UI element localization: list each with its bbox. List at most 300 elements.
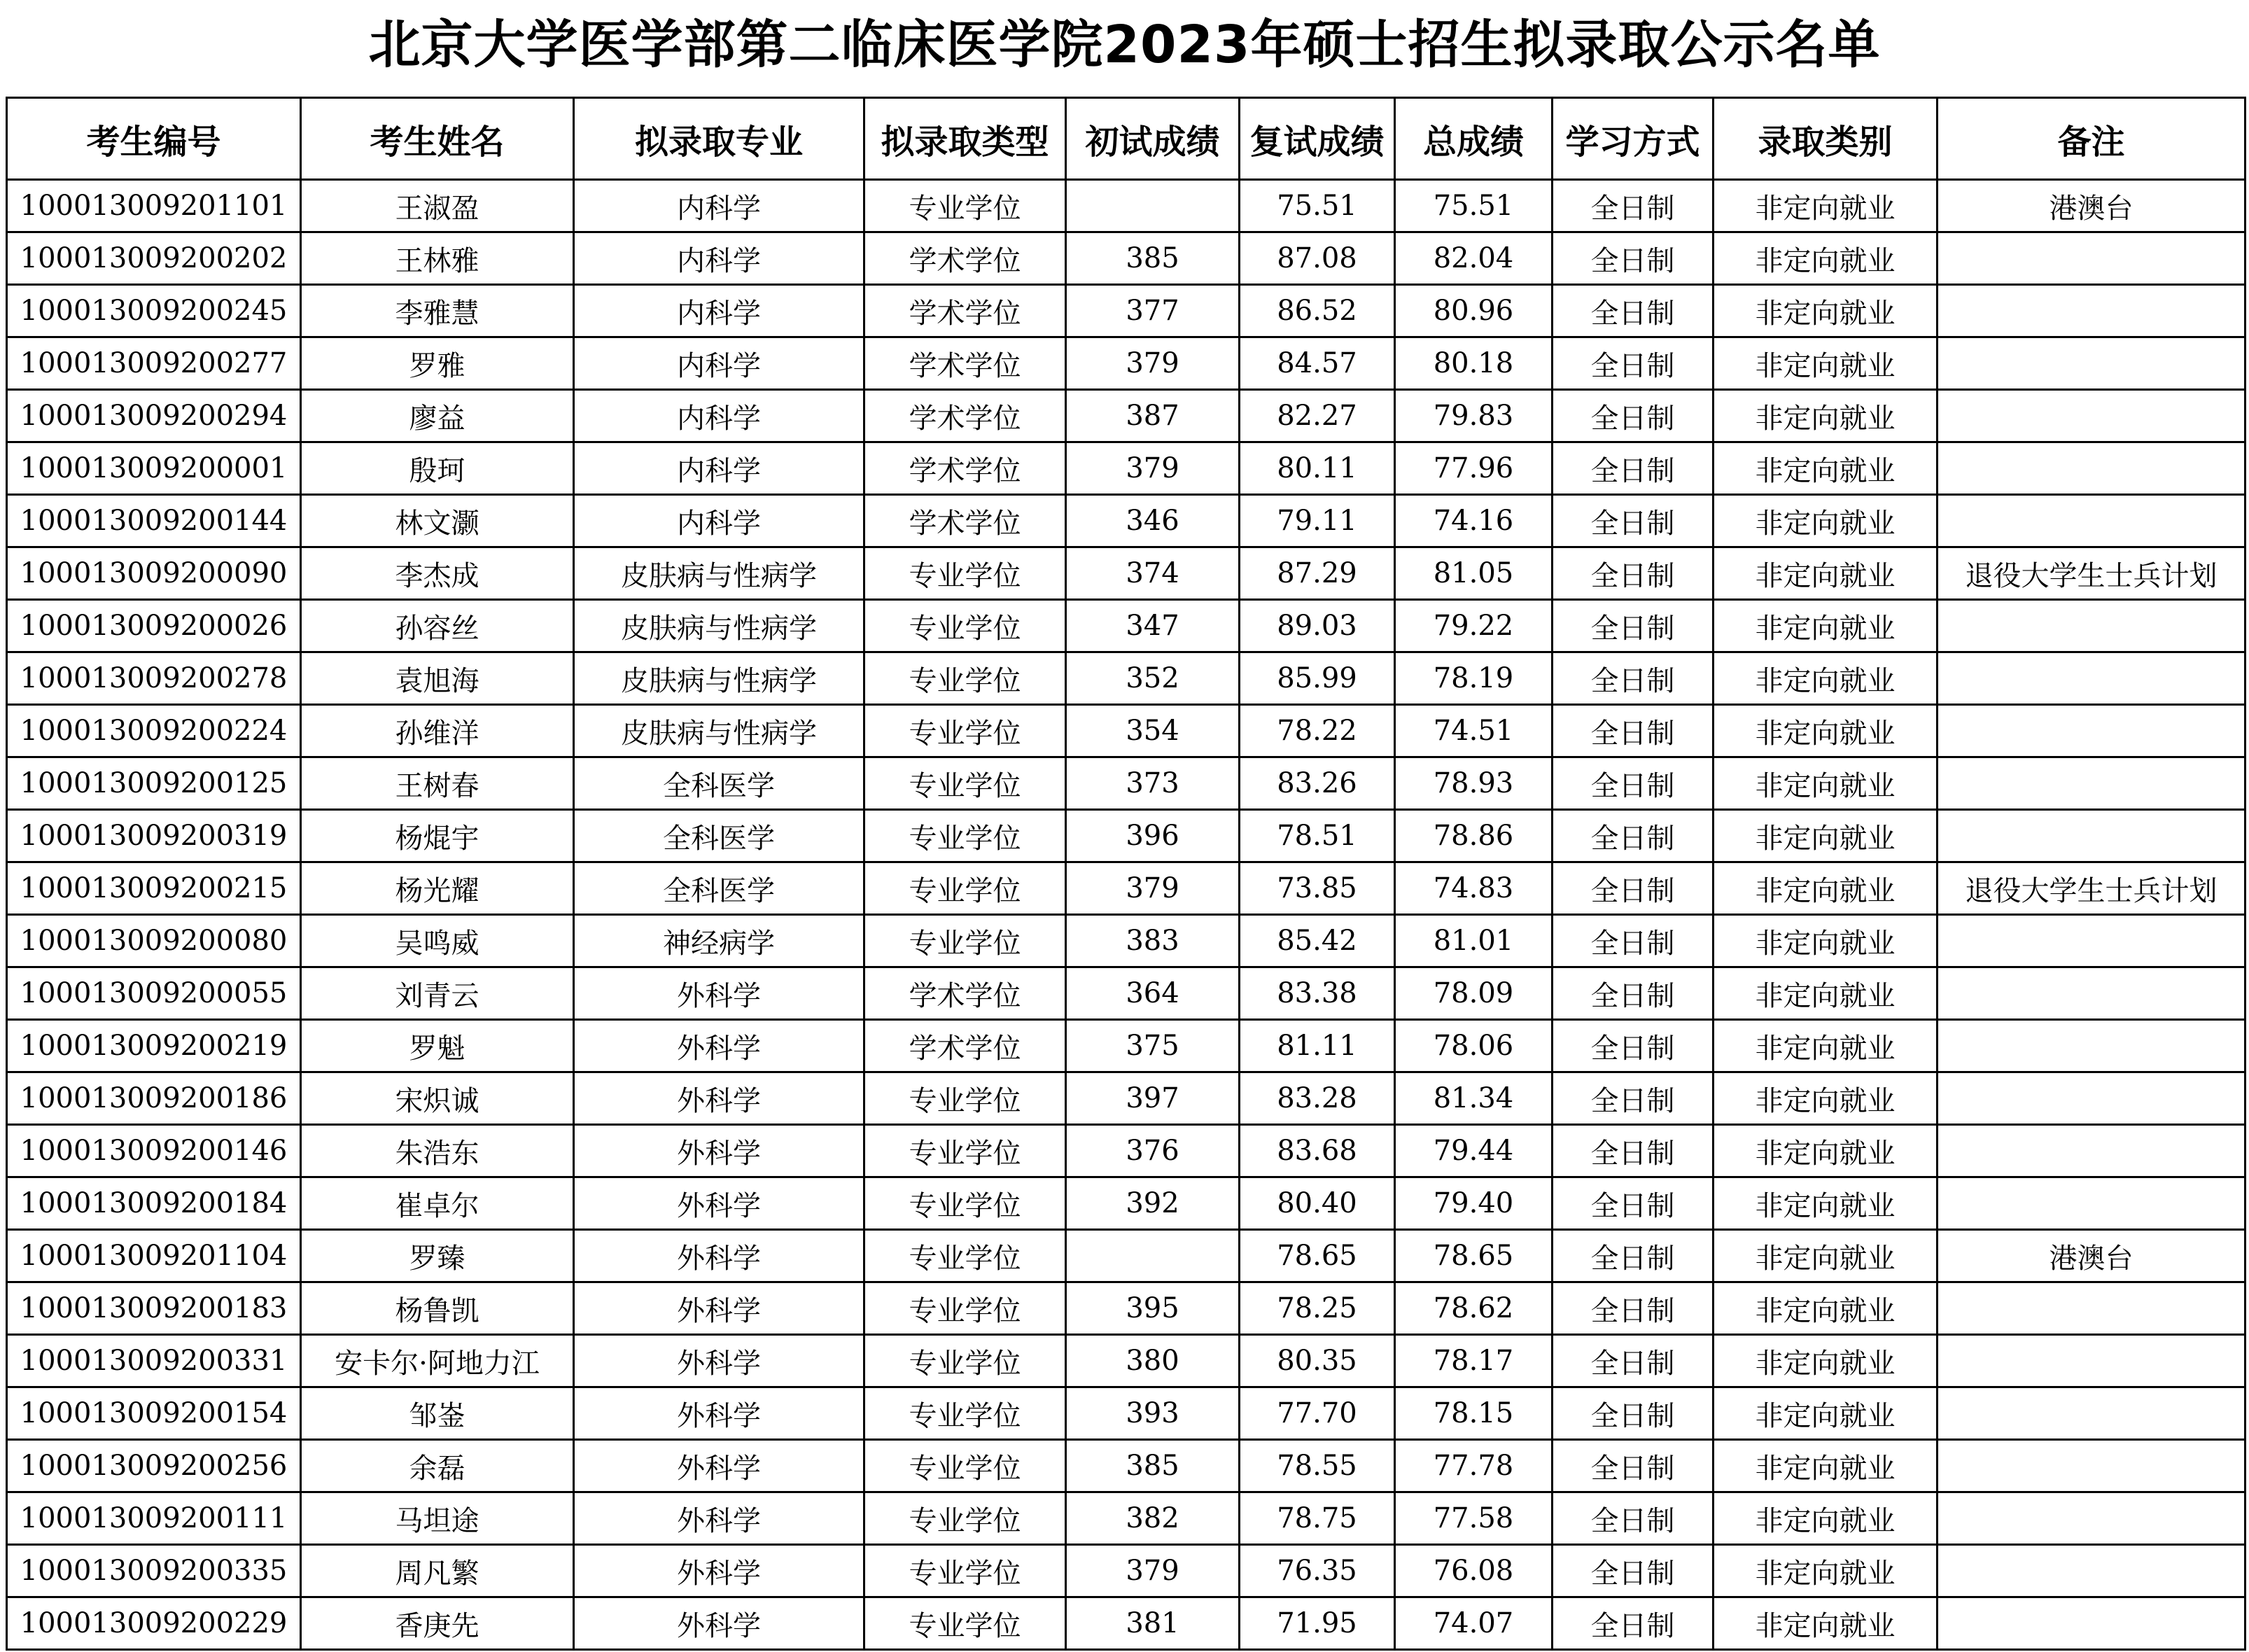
cell-major: 全科医学 [574,810,864,862]
header-initial-score: 初试成绩 [1066,98,1240,180]
cell-admission-category: 非定向就业 [1714,495,1938,547]
cell-degree-type: 专业学位 [864,810,1066,862]
cell-candidate-id: 100013009200215 [7,862,301,915]
cell-retest-score: 83.26 [1240,757,1395,810]
table-row [7,915,2246,967]
cell-retest-score: 78.75 [1240,1492,1395,1545]
cell-study-mode: 全日制 [1553,285,1714,337]
table-row [7,1020,2246,1072]
cell-retest-score: 83.28 [1240,1072,1395,1125]
cell-candidate-id: 100013009200229 [7,1597,301,1650]
cell-note [1938,232,2246,285]
cell-major: 外科学 [574,1230,864,1282]
cell-initial-score: 380 [1066,1335,1240,1387]
cell-degree-type: 专业学位 [864,1492,1066,1545]
cell-initial-score [1066,1230,1240,1282]
cell-degree-type: 专业学位 [864,1230,1066,1282]
cell-degree-type: 学术学位 [864,1020,1066,1072]
cell-candidate-id: 100013009200219 [7,1020,301,1072]
table-row [7,285,2246,337]
cell-initial-score: 379 [1066,1545,1240,1597]
cell-study-mode: 全日制 [1553,600,1714,652]
cell-candidate-name: 林文灏 [301,495,574,547]
cell-candidate-name: 朱浩东 [301,1125,574,1177]
cell-total-score: 78.86 [1395,810,1553,862]
cell-admission-category: 非定向就业 [1714,1177,1938,1230]
cell-total-score: 79.40 [1395,1177,1553,1230]
cell-major: 外科学 [574,1440,864,1492]
cell-study-mode: 全日制 [1553,442,1714,495]
cell-note [1938,1387,2246,1440]
cell-initial-score: 375 [1066,1020,1240,1072]
cell-admission-category: 非定向就业 [1714,390,1938,442]
cell-total-score: 79.44 [1395,1125,1553,1177]
cell-retest-score: 81.11 [1240,1020,1395,1072]
cell-retest-score: 86.52 [1240,285,1395,337]
cell-major: 皮肤病与性病学 [574,652,864,705]
table-row [7,1335,2246,1387]
cell-note: 退役大学生士兵计划 [1938,547,2246,600]
cell-candidate-id: 100013009200146 [7,1125,301,1177]
cell-total-score: 80.18 [1395,337,1553,390]
cell-study-mode: 全日制 [1553,1072,1714,1125]
table-row [7,1177,2246,1230]
cell-major: 内科学 [574,232,864,285]
cell-note: 港澳台 [1938,180,2246,232]
table-row [7,442,2246,495]
table-row [7,1440,2246,1492]
cell-admission-category: 非定向就业 [1714,1387,1938,1440]
cell-study-mode: 全日制 [1553,1545,1714,1597]
cell-candidate-name: 安卡尔·阿地力江 [301,1335,574,1387]
cell-major: 外科学 [574,1072,864,1125]
cell-major: 外科学 [574,1545,864,1597]
table-row [7,1387,2246,1440]
cell-study-mode: 全日制 [1553,390,1714,442]
cell-candidate-id: 100013009200277 [7,337,301,390]
cell-note [1938,600,2246,652]
table-row [7,1282,2246,1335]
cell-candidate-name: 王淑盈 [301,180,574,232]
cell-degree-type: 学术学位 [864,495,1066,547]
cell-candidate-id: 100013009201104 [7,1230,301,1282]
cell-degree-type: 专业学位 [864,1335,1066,1387]
cell-degree-type: 专业学位 [864,862,1066,915]
cell-major: 外科学 [574,1335,864,1387]
cell-major: 皮肤病与性病学 [574,705,864,757]
cell-total-score: 78.65 [1395,1230,1553,1282]
cell-degree-type: 专业学位 [864,1072,1066,1125]
cell-admission-category: 非定向就业 [1714,1125,1938,1177]
cell-major: 外科学 [574,1597,864,1650]
cell-total-score: 78.62 [1395,1282,1553,1335]
cell-total-score: 81.05 [1395,547,1553,600]
cell-note [1938,1177,2246,1230]
table-header [7,98,2246,180]
cell-candidate-id: 100013009200184 [7,1177,301,1230]
cell-candidate-name: 廖益 [301,390,574,442]
table-row [7,810,2246,862]
cell-retest-score: 77.70 [1240,1387,1395,1440]
cell-candidate-id: 100013009200111 [7,1492,301,1545]
cell-admission-category: 非定向就业 [1714,547,1938,600]
cell-degree-type: 专业学位 [864,180,1066,232]
cell-total-score: 77.96 [1395,442,1553,495]
cell-retest-score: 78.65 [1240,1230,1395,1282]
cell-retest-score: 80.11 [1240,442,1395,495]
cell-note [1938,705,2246,757]
cell-total-score: 74.51 [1395,705,1553,757]
cell-admission-category: 非定向就业 [1714,862,1938,915]
cell-retest-score: 87.08 [1240,232,1395,285]
cell-candidate-name: 袁旭海 [301,652,574,705]
cell-admission-category: 非定向就业 [1714,180,1938,232]
cell-initial-score: 385 [1066,1440,1240,1492]
cell-retest-score: 71.95 [1240,1597,1395,1650]
cell-candidate-id: 100013009200245 [7,285,301,337]
cell-admission-category: 非定向就业 [1714,285,1938,337]
cell-degree-type: 专业学位 [864,1282,1066,1335]
cell-retest-score: 73.85 [1240,862,1395,915]
cell-admission-category: 非定向就业 [1714,757,1938,810]
cell-candidate-name: 孙容丝 [301,600,574,652]
cell-candidate-name: 王林雅 [301,232,574,285]
cell-candidate-name: 罗雅 [301,337,574,390]
cell-candidate-id: 100013009200154 [7,1387,301,1440]
cell-candidate-id: 100013009200026 [7,600,301,652]
cell-note [1938,1597,2246,1650]
cell-initial-score: 383 [1066,915,1240,967]
cell-retest-score: 83.38 [1240,967,1395,1020]
cell-study-mode: 全日制 [1553,862,1714,915]
cell-total-score: 80.96 [1395,285,1553,337]
cell-major: 全科医学 [574,757,864,810]
cell-candidate-name: 杨光耀 [301,862,574,915]
cell-candidate-name: 邹崟 [301,1387,574,1440]
cell-initial-score: 381 [1066,1597,1240,1650]
cell-admission-category: 非定向就业 [1714,810,1938,862]
cell-retest-score: 79.11 [1240,495,1395,547]
table-row [7,757,2246,810]
header-total-score: 总成绩 [1395,98,1553,180]
table-row [7,495,2246,547]
cell-candidate-id: 100013009201101 [7,180,301,232]
header-study-mode: 学习方式 [1553,98,1714,180]
cell-total-score: 78.93 [1395,757,1553,810]
table-row [7,652,2246,705]
cell-candidate-name: 李雅慧 [301,285,574,337]
cell-major: 内科学 [574,337,864,390]
cell-initial-score: 379 [1066,442,1240,495]
table-row [7,390,2246,442]
cell-candidate-name: 孙维洋 [301,705,574,757]
cell-note [1938,1020,2246,1072]
cell-candidate-id: 100013009200144 [7,495,301,547]
cell-retest-score: 80.40 [1240,1177,1395,1230]
cell-study-mode: 全日制 [1553,757,1714,810]
cell-candidate-name: 周凡繁 [301,1545,574,1597]
cell-initial-score: 379 [1066,337,1240,390]
cell-study-mode: 全日制 [1553,1440,1714,1492]
cell-study-mode: 全日制 [1553,705,1714,757]
cell-admission-category: 非定向就业 [1714,1545,1938,1597]
cell-admission-category: 非定向就业 [1714,1072,1938,1125]
cell-note [1938,1335,2246,1387]
cell-degree-type: 学术学位 [864,337,1066,390]
cell-study-mode: 全日制 [1553,810,1714,862]
cell-candidate-id: 100013009200335 [7,1545,301,1597]
cell-study-mode: 全日制 [1553,547,1714,600]
cell-candidate-id: 100013009200186 [7,1072,301,1125]
cell-initial-score: 397 [1066,1072,1240,1125]
cell-admission-category: 非定向就业 [1714,600,1938,652]
table-row [7,705,2246,757]
cell-degree-type: 专业学位 [864,915,1066,967]
cell-total-score: 79.83 [1395,390,1553,442]
cell-candidate-name: 香庚先 [301,1597,574,1650]
cell-degree-type: 专业学位 [864,1597,1066,1650]
cell-note [1938,1072,2246,1125]
cell-note [1938,652,2246,705]
cell-note [1938,1125,2246,1177]
cell-study-mode: 全日制 [1553,1387,1714,1440]
cell-candidate-name: 罗臻 [301,1230,574,1282]
cell-candidate-name: 李杰成 [301,547,574,600]
cell-degree-type: 专业学位 [864,1440,1066,1492]
cell-initial-score: 352 [1066,652,1240,705]
cell-retest-score: 85.99 [1240,652,1395,705]
cell-initial-score: 395 [1066,1282,1240,1335]
cell-admission-category: 非定向就业 [1714,1597,1938,1650]
cell-note [1938,1492,2246,1545]
cell-study-mode: 全日制 [1553,232,1714,285]
cell-study-mode: 全日制 [1553,1282,1714,1335]
cell-initial-score: 354 [1066,705,1240,757]
cell-candidate-id: 100013009200090 [7,547,301,600]
cell-study-mode: 全日制 [1553,1230,1714,1282]
cell-major: 外科学 [574,1492,864,1545]
cell-major: 皮肤病与性病学 [574,600,864,652]
cell-admission-category: 非定向就业 [1714,915,1938,967]
cell-note [1938,390,2246,442]
cell-major: 神经病学 [574,915,864,967]
cell-note [1938,810,2246,862]
cell-candidate-id: 100013009200256 [7,1440,301,1492]
header-major: 拟录取专业 [574,98,864,180]
cell-major: 外科学 [574,1387,864,1440]
cell-retest-score: 75.51 [1240,180,1395,232]
header-admission-category: 录取类别 [1714,98,1938,180]
cell-total-score: 78.19 [1395,652,1553,705]
cell-candidate-id: 100013009200080 [7,915,301,967]
cell-note [1938,337,2246,390]
cell-degree-type: 专业学位 [864,1177,1066,1230]
cell-retest-score: 78.25 [1240,1282,1395,1335]
cell-degree-type: 专业学位 [864,1545,1066,1597]
cell-total-score: 75.51 [1395,180,1553,232]
cell-study-mode: 全日制 [1553,967,1714,1020]
cell-study-mode: 全日制 [1553,915,1714,967]
cell-note [1938,757,2246,810]
cell-major: 外科学 [574,967,864,1020]
cell-degree-type: 专业学位 [864,757,1066,810]
cell-major: 全科医学 [574,862,864,915]
cell-retest-score: 82.27 [1240,390,1395,442]
cell-major: 皮肤病与性病学 [574,547,864,600]
cell-candidate-name: 杨焜宇 [301,810,574,862]
cell-initial-score: 347 [1066,600,1240,652]
cell-study-mode: 全日制 [1553,652,1714,705]
cell-degree-type: 学术学位 [864,390,1066,442]
table-row [7,1072,2246,1125]
cell-major: 外科学 [574,1125,864,1177]
cell-degree-type: 专业学位 [864,1387,1066,1440]
cell-candidate-name: 马坦途 [301,1492,574,1545]
cell-degree-type: 专业学位 [864,652,1066,705]
cell-degree-type: 专业学位 [864,705,1066,757]
cell-candidate-id: 100013009200055 [7,967,301,1020]
header-retest-score: 复试成绩 [1240,98,1395,180]
cell-candidate-name: 崔卓尔 [301,1177,574,1230]
cell-candidate-name: 刘青云 [301,967,574,1020]
table-row [7,600,2246,652]
cell-study-mode: 全日制 [1553,1020,1714,1072]
cell-candidate-id: 100013009200183 [7,1282,301,1335]
cell-study-mode: 全日制 [1553,495,1714,547]
cell-major: 内科学 [574,495,864,547]
cell-major: 内科学 [574,442,864,495]
cell-retest-score: 84.57 [1240,337,1395,390]
page-title: 北京大学医学部第二临床医学院2023年硕士招生拟录取公示名单 [368,15,1881,75]
cell-admission-category: 非定向就业 [1714,705,1938,757]
cell-major: 外科学 [574,1282,864,1335]
cell-degree-type: 专业学位 [864,600,1066,652]
cell-retest-score: 89.03 [1240,600,1395,652]
cell-admission-category: 非定向就业 [1714,1282,1938,1335]
cell-initial-score: 374 [1066,547,1240,600]
cell-candidate-id: 100013009200125 [7,757,301,810]
cell-admission-category: 非定向就业 [1714,1230,1938,1282]
cell-candidate-id: 100013009200278 [7,652,301,705]
cell-total-score: 79.22 [1395,600,1553,652]
table-body [7,180,2246,1650]
cell-retest-score: 85.42 [1240,915,1395,967]
cell-admission-category: 非定向就业 [1714,1492,1938,1545]
cell-initial-score: 382 [1066,1492,1240,1545]
cell-retest-score: 80.35 [1240,1335,1395,1387]
cell-retest-score: 76.35 [1240,1545,1395,1597]
cell-retest-score: 87.29 [1240,547,1395,600]
cell-total-score: 78.06 [1395,1020,1553,1072]
cell-degree-type: 学术学位 [864,442,1066,495]
cell-note [1938,495,2246,547]
cell-initial-score: 346 [1066,495,1240,547]
cell-admission-category: 非定向就业 [1714,1020,1938,1072]
table-row [7,967,2246,1020]
cell-initial-score: 373 [1066,757,1240,810]
cell-candidate-name: 吴鸣威 [301,915,574,967]
cell-study-mode: 全日制 [1553,337,1714,390]
table-row [7,1125,2246,1177]
cell-candidate-id: 100013009200001 [7,442,301,495]
cell-study-mode: 全日制 [1553,1492,1714,1545]
cell-study-mode: 全日制 [1553,1177,1714,1230]
cell-note [1938,285,2246,337]
cell-total-score: 82.04 [1395,232,1553,285]
cell-study-mode: 全日制 [1553,1335,1714,1387]
cell-study-mode: 全日制 [1553,1597,1714,1650]
cell-initial-score: 376 [1066,1125,1240,1177]
cell-degree-type: 专业学位 [864,547,1066,600]
cell-major: 外科学 [574,1020,864,1072]
cell-degree-type: 学术学位 [864,967,1066,1020]
cell-initial-score: 364 [1066,967,1240,1020]
cell-total-score: 74.07 [1395,1597,1553,1650]
cell-note [1938,1440,2246,1492]
cell-study-mode: 全日制 [1553,1125,1714,1177]
header-note: 备注 [1938,98,2246,180]
table-row [7,1597,2246,1650]
cell-admission-category: 非定向就业 [1714,1335,1938,1387]
cell-degree-type: 学术学位 [864,232,1066,285]
cell-total-score: 81.01 [1395,915,1553,967]
cell-total-score: 74.16 [1395,495,1553,547]
header-candidate-name: 考生姓名 [301,98,574,180]
cell-major: 内科学 [574,285,864,337]
cell-note [1938,442,2246,495]
table-row [7,1230,2246,1282]
cell-candidate-id: 100013009200319 [7,810,301,862]
cell-candidate-id: 100013009200331 [7,1335,301,1387]
cell-retest-score: 78.55 [1240,1440,1395,1492]
cell-initial-score: 387 [1066,390,1240,442]
cell-degree-type: 专业学位 [864,1125,1066,1177]
cell-total-score: 74.83 [1395,862,1553,915]
cell-retest-score: 78.51 [1240,810,1395,862]
cell-initial-score: 396 [1066,810,1240,862]
cell-major: 外科学 [574,1177,864,1230]
cell-admission-category: 非定向就业 [1714,442,1938,495]
cell-retest-score: 83.68 [1240,1125,1395,1177]
cell-total-score: 77.58 [1395,1492,1553,1545]
cell-admission-category: 非定向就业 [1714,337,1938,390]
cell-initial-score: 377 [1066,285,1240,337]
cell-initial-score: 393 [1066,1387,1240,1440]
cell-note [1938,915,2246,967]
cell-candidate-name: 殷珂 [301,442,574,495]
header-row [7,98,2246,180]
table-row [7,337,2246,390]
cell-candidate-id: 100013009200202 [7,232,301,285]
cell-initial-score [1066,180,1240,232]
table-row [7,1545,2246,1597]
cell-initial-score: 379 [1066,862,1240,915]
cell-note [1938,1545,2246,1597]
cell-admission-category: 非定向就业 [1714,652,1938,705]
cell-major: 内科学 [574,180,864,232]
cell-total-score: 81.34 [1395,1072,1553,1125]
cell-candidate-name: 罗魁 [301,1020,574,1072]
cell-initial-score: 392 [1066,1177,1240,1230]
cell-admission-category: 非定向就业 [1714,967,1938,1020]
table-row [7,547,2246,600]
header-candidate-id: 考生编号 [7,98,301,180]
cell-retest-score: 78.22 [1240,705,1395,757]
cell-note [1938,1282,2246,1335]
cell-note: 港澳台 [1938,1230,2246,1282]
cell-study-mode: 全日制 [1553,180,1714,232]
cell-total-score: 78.17 [1395,1335,1553,1387]
